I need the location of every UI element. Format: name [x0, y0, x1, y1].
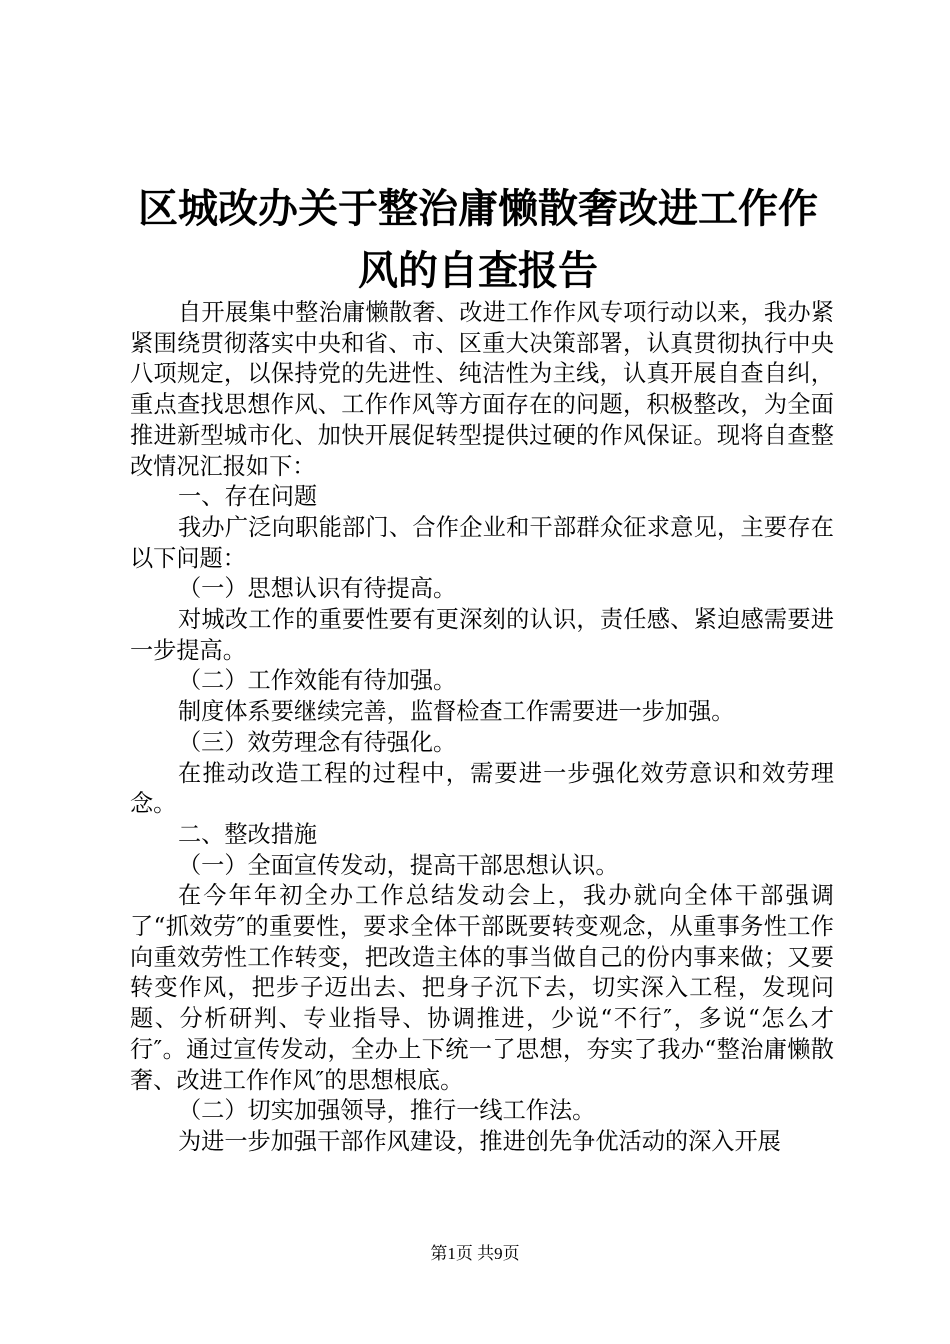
intro-paragraph: 自开展集中整治庸懒散奢、改进工作作风专项行动以来，我办紧紧围绕贯彻落实中央和省、市、区重大决策部署，认真贯彻执行中央八项规定，以保持党的先进性、纯洁性为主线，认真开展自查自纠，重点查找思想作风、工作作风等方面存在的问题，积极整改，为全面推进新型城市化、加快开展促转型提供过硬的作风保证。现将自查整改情况汇报如下： — [130, 299, 834, 480]
document-body — [130, 298, 834, 1158]
paragraph: 我办广泛向职能部门、合作企业和干部群众征求意见，主要存在以下问题： — [130, 513, 834, 572]
subheading: （二）工作效能有待加强。 — [178, 667, 457, 695]
section-heading-measures: 二、整改措施 — [178, 820, 318, 848]
paragraph: 对城改工作的重要性要有更深刻的认识，责任感、紧迫感需要进一步提高。 — [130, 606, 834, 664]
subheading: （二）切实加强领导，推行一线工作法。 — [178, 1097, 596, 1125]
paragraph: 为进一步加强干部作风建设，推进创先争优活动的深入开展 — [178, 1127, 781, 1155]
subheading: （三）效劳理念有待强化。 — [178, 728, 457, 756]
paragraph: 在推动改造工程的过程中，需要进一步强化效劳意识和效劳理念。 — [130, 759, 834, 818]
page-footer: 第1页 共9页 — [430, 1244, 520, 1263]
paragraph: 制度体系要继续完善，监督检查工作需要进一步加强。 — [178, 698, 735, 726]
section-heading-problems: 一、存在问题 — [178, 483, 318, 511]
paragraph: 在今年年初全办工作总结发动会上，我办就向全体干部强调了“抓效劳″的重要性，要求全体干部既要转变观念，从重事务性工作向重效劳性工作转变，把改造主体的事当做自己的份内事来做；又要转变作风，把步子迈出去、把身子沉下去，切实深入工程，发现问题、分析研判、专业指导、协调推进，少说“不行″，多说“怎么才行″。通过宣传发动，全办上下统一了思想，夯实了我办“整治庸懒散奢、改进工作作风″的思想根底。 — [130, 882, 834, 1094]
subheading: （一）全面宣传发动，提高干部思想认识。 — [178, 851, 619, 879]
subheading: （一）思想认识有待提高。 — [178, 575, 457, 603]
document-title: 区城改办关于整治庸懒散奢改进工作作风的自查报告 — [138, 185, 818, 294]
